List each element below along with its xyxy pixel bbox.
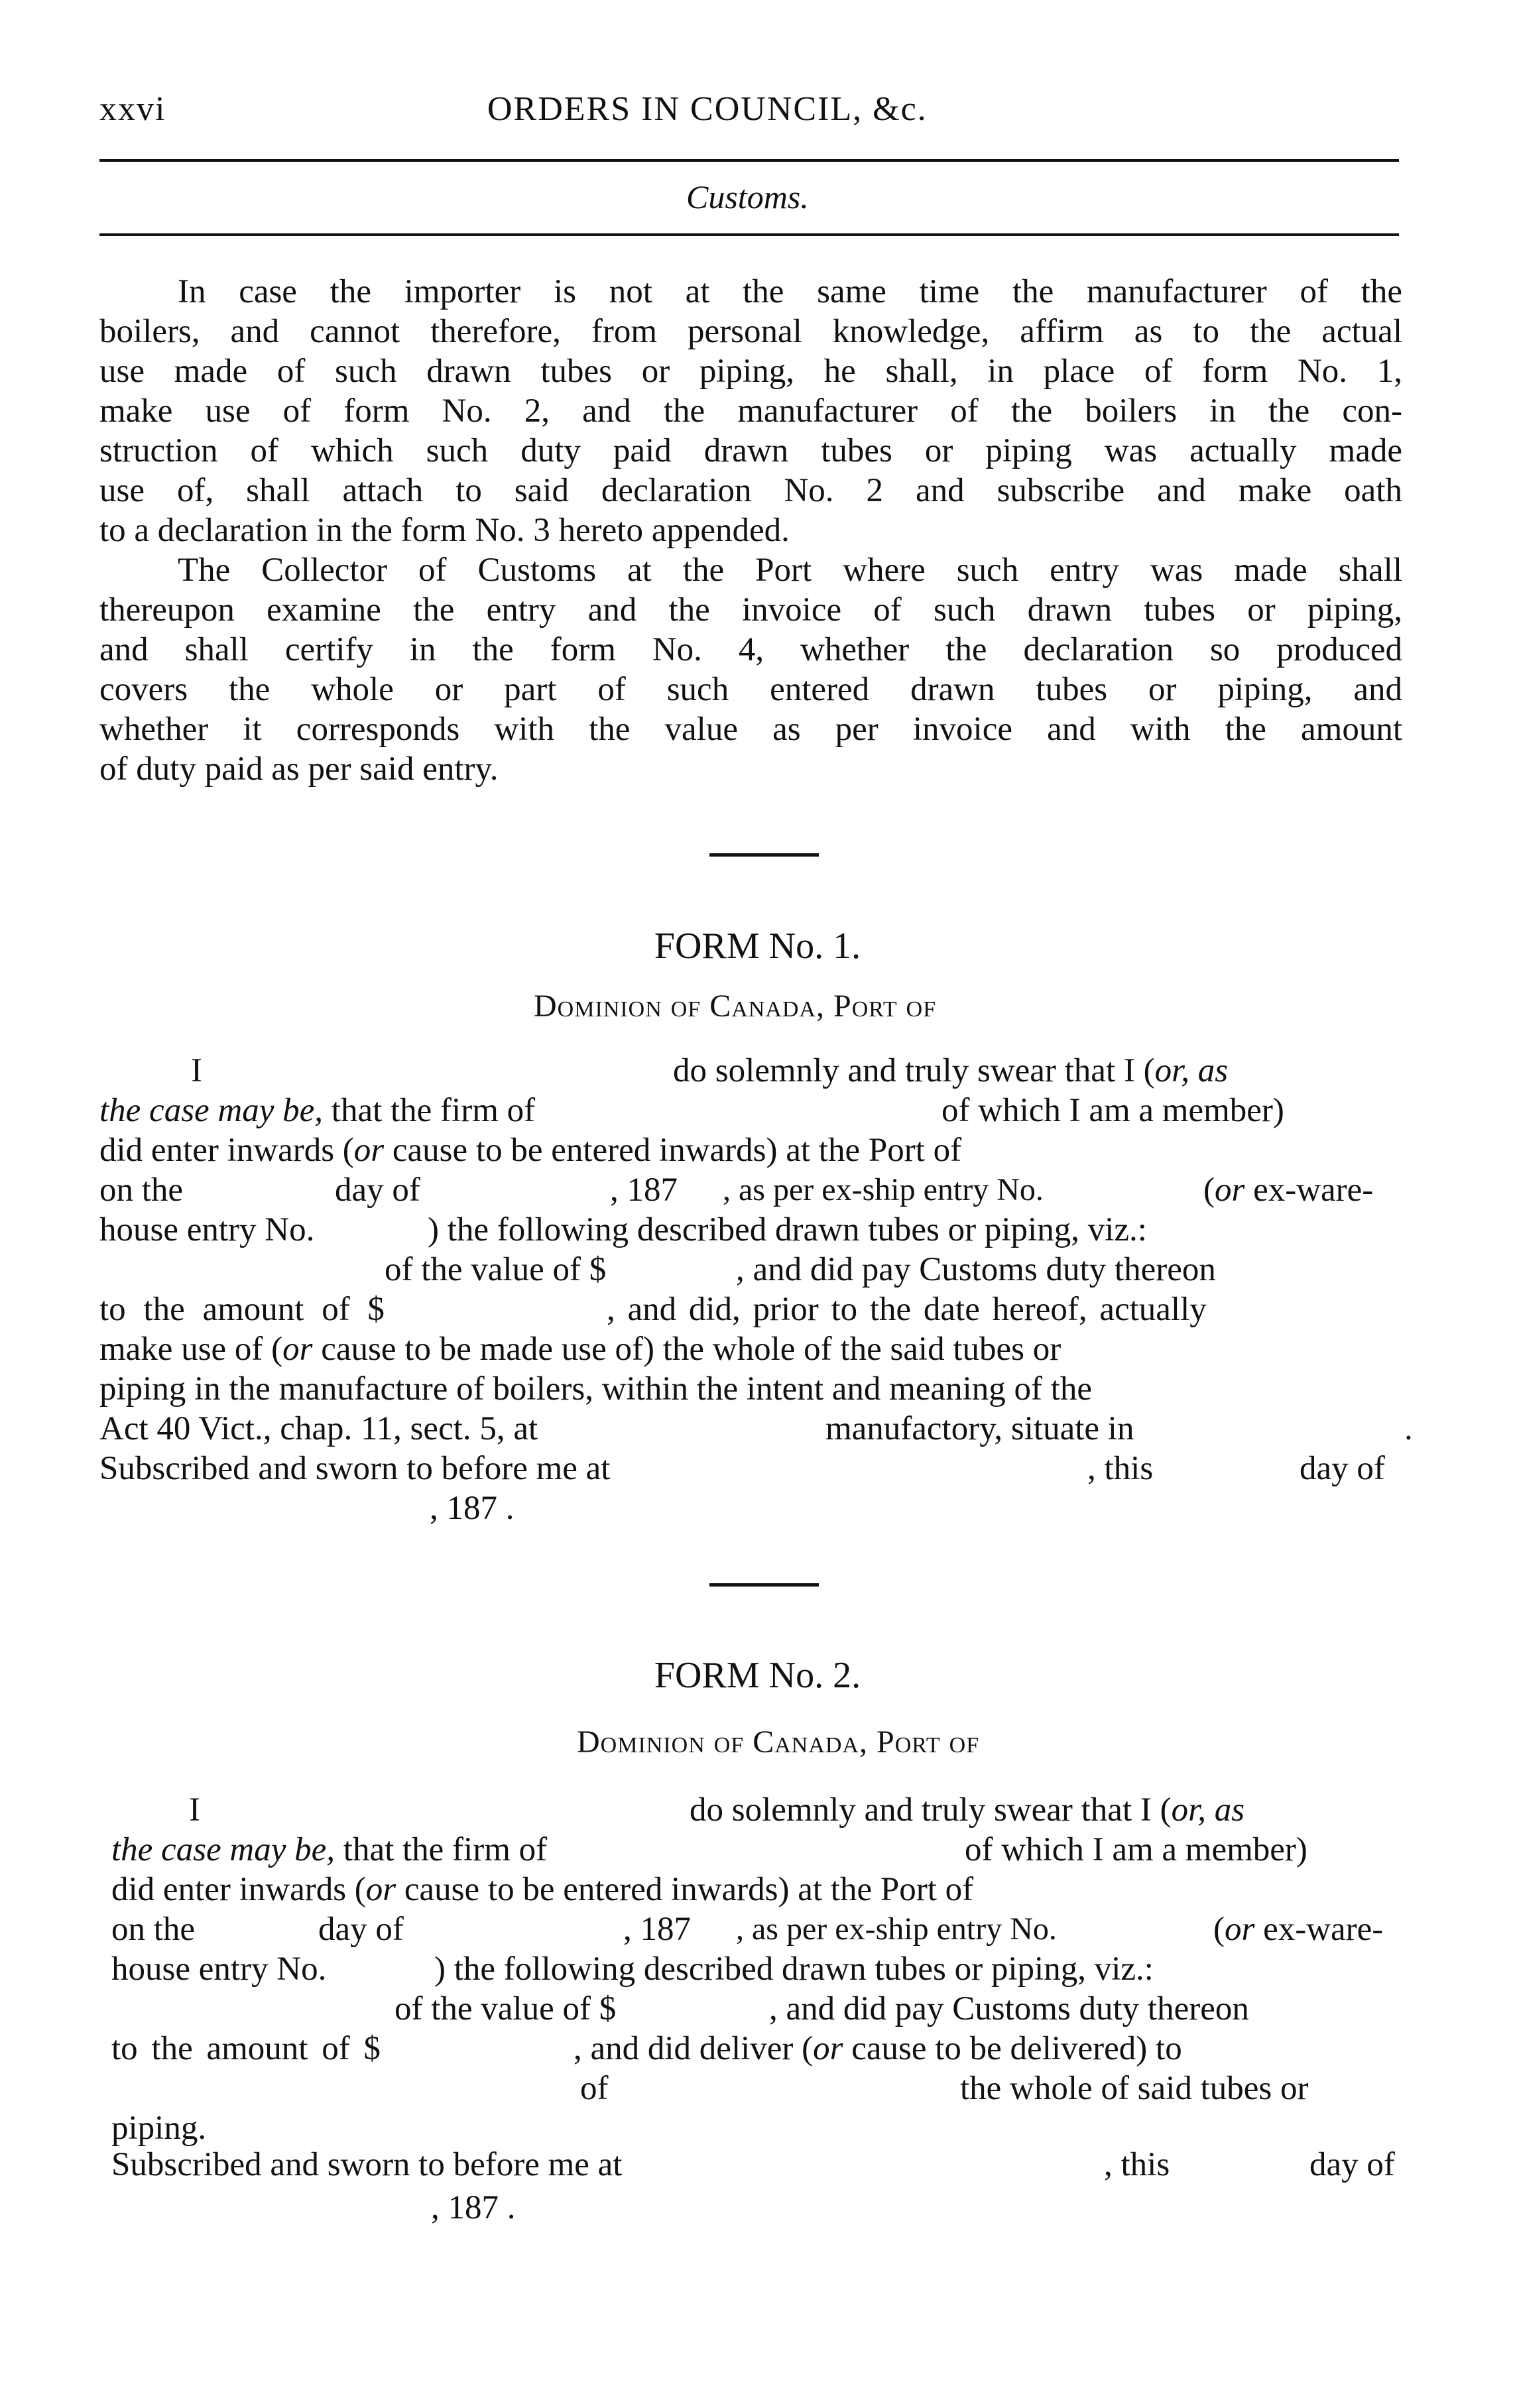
text-line: to a declaration in the form No. 3 hereto appended. — [99, 512, 790, 549]
text-line: whether it corresponds with the value as per invoice and with the amount — [99, 711, 1402, 748]
form-2-title: FORM No. 2. — [654, 1655, 861, 1696]
form-2-line-4b: day of — [318, 1911, 404, 1948]
form-1-line-4e: (or ex-ware- — [1203, 1172, 1374, 1209]
form-1-line-2c: of which I am a member) — [941, 1092, 1284, 1129]
form-2-dominion-line: Dominion of Canada, Port of — [577, 1724, 980, 1760]
form-2-line-6b: , and did pay Customs duty thereon — [769, 1990, 1249, 2027]
separator-rule-1 — [709, 853, 819, 857]
text-line: struction of which such duty paid drawn tubes or piping was actually made — [99, 432, 1402, 469]
form-1-line-2: the case may be, that the firm of — [99, 1092, 536, 1129]
form-1-line-3: did enter inwards (or cause to be entered inwards) at the Port of — [99, 1132, 962, 1169]
form-2-line-7b: , and did deliver (or cause to be delivered) to — [574, 2030, 1182, 2067]
form-2-line-2: the case may be, that the firm of — [111, 1831, 548, 1868]
form-1-line-9: piping in the manufacture of boilers, within the intent and meaning of the — [99, 1370, 1093, 1408]
form-2-line-7a: to the amount of $ — [111, 2030, 381, 2067]
form-1-line-11c: day of — [1300, 1450, 1385, 1487]
form-1-line-7b: , and did, prior to the date hereof, actually — [607, 1291, 1207, 1328]
form-1-line-10b: manufactory, situate in — [825, 1410, 1134, 1447]
form-1-line-11a: Subscribed and sworn to before me at — [99, 1450, 611, 1487]
form-2-line-9: piping. — [111, 2110, 207, 2147]
form-2-line-1a: I — [189, 1791, 200, 1829]
text-line: and shall certify in the form No. 4, whether the declaration so produced — [99, 631, 1402, 668]
form-1-line-6a: of the value of $ — [385, 1251, 607, 1288]
form-1-line-12: , 187 . — [430, 1490, 515, 1527]
form-1-line-1a: I — [191, 1052, 202, 1089]
text-line: In case the importer is not at the same time the manufacturer of the — [178, 273, 1402, 310]
form-2-line-4e: (or ex-ware- — [1213, 1911, 1384, 1948]
form-1-line-6b: , and did pay Customs duty thereon — [736, 1251, 1216, 1288]
form-2-line-5a: house entry No. — [111, 1951, 327, 1988]
form-2-line-4a: on the — [111, 1911, 196, 1948]
text-line: use of, shall attach to said declaration No. 2 and subscribe and make oath — [99, 472, 1402, 509]
form-1-line-4c: , 187 — [610, 1172, 678, 1209]
intro-paragraph-2 — [99, 550, 1402, 789]
form-1-title: FORM No. 1. — [654, 926, 861, 967]
form-2-line-1b: do solemnly and truly swear that I (or, as — [690, 1791, 1245, 1829]
form-1-line-4d: , as per ex-ship entry No. — [723, 1172, 1044, 1207]
header-rule-top — [99, 159, 1399, 162]
form-2-line-4d: , as per ex-ship entry No. — [736, 1911, 1057, 1947]
form-1-line-8: make use of (or cause to be made use of) the whole of the said tubes or — [99, 1331, 1061, 1368]
header-rule-bottom — [99, 233, 1399, 236]
form-1-line-5a: house entry No. — [99, 1211, 315, 1248]
form-2-line-8b: the whole of said tubes or — [960, 2070, 1309, 2107]
running-title: ORDERS IN COUNCIL, &c. — [487, 90, 928, 128]
form-2-line-6a: of the value of $ — [394, 1990, 617, 2027]
form-1-line-1b: do solemnly and truly swear that I (or, as — [673, 1052, 1229, 1089]
text-line: use made of such drawn tubes or piping, he shall, in place of form No. 1, — [99, 353, 1402, 390]
text-line: The Collector of Customs at the Port where such entry was made shall — [178, 552, 1402, 589]
text-line: thereupon examine the entry and the invoice of such drawn tubes or piping, — [99, 591, 1402, 629]
form-2-line-4c: , 187 — [623, 1911, 691, 1948]
intro-paragraph-1 — [99, 272, 1402, 550]
form-1-line-5b: ) the following described drawn tubes or piping, viz.: — [428, 1211, 1147, 1248]
form-1-line-4a: on the — [99, 1172, 184, 1209]
form-2-line-8a: of — [580, 2070, 609, 2107]
form-1-line-10a: Act 40 Vict., chap. 11, sect. 5, at — [99, 1410, 538, 1447]
section-title: Customs. — [686, 178, 809, 215]
page-number: xxvi — [99, 90, 166, 128]
form-2-line-11: , 187 . — [431, 2189, 516, 2226]
text-line: covers the whole or part of such entered drawn tubes or piping, and — [99, 671, 1402, 708]
text-line: boilers, and cannot therefore, from personal knowledge, affirm as to the actual — [99, 313, 1402, 350]
form-2-line-10c: day of — [1309, 2146, 1395, 2183]
form-2-line-10a: Subscribed and sworn to before me at — [111, 2146, 623, 2183]
form-1-line-11b: , this — [1087, 1450, 1154, 1487]
form-1-line-4b: day of — [335, 1172, 420, 1209]
text-line: of duty paid as per said entry. — [99, 751, 499, 788]
form-1-line-7a: to the amount of $ — [99, 1291, 385, 1328]
form-2-line-3: did enter inwards (or cause to be entered inwards) at the Port of — [111, 1871, 974, 1908]
text-line: make use of form No. 2, and the manufacturer of the boilers in the con- — [99, 392, 1402, 430]
form-1-dominion-line: Dominion of Canada, Port of — [534, 989, 937, 1024]
form-1-line-10c: . — [1404, 1410, 1413, 1447]
separator-rule-2 — [709, 1583, 819, 1587]
form-2-line-2c: of which I am a member) — [965, 1831, 1307, 1868]
form-2-line-10b: , this — [1104, 2146, 1170, 2183]
form-2-line-5b: ) the following described drawn tubes or piping, viz.: — [434, 1951, 1154, 1988]
